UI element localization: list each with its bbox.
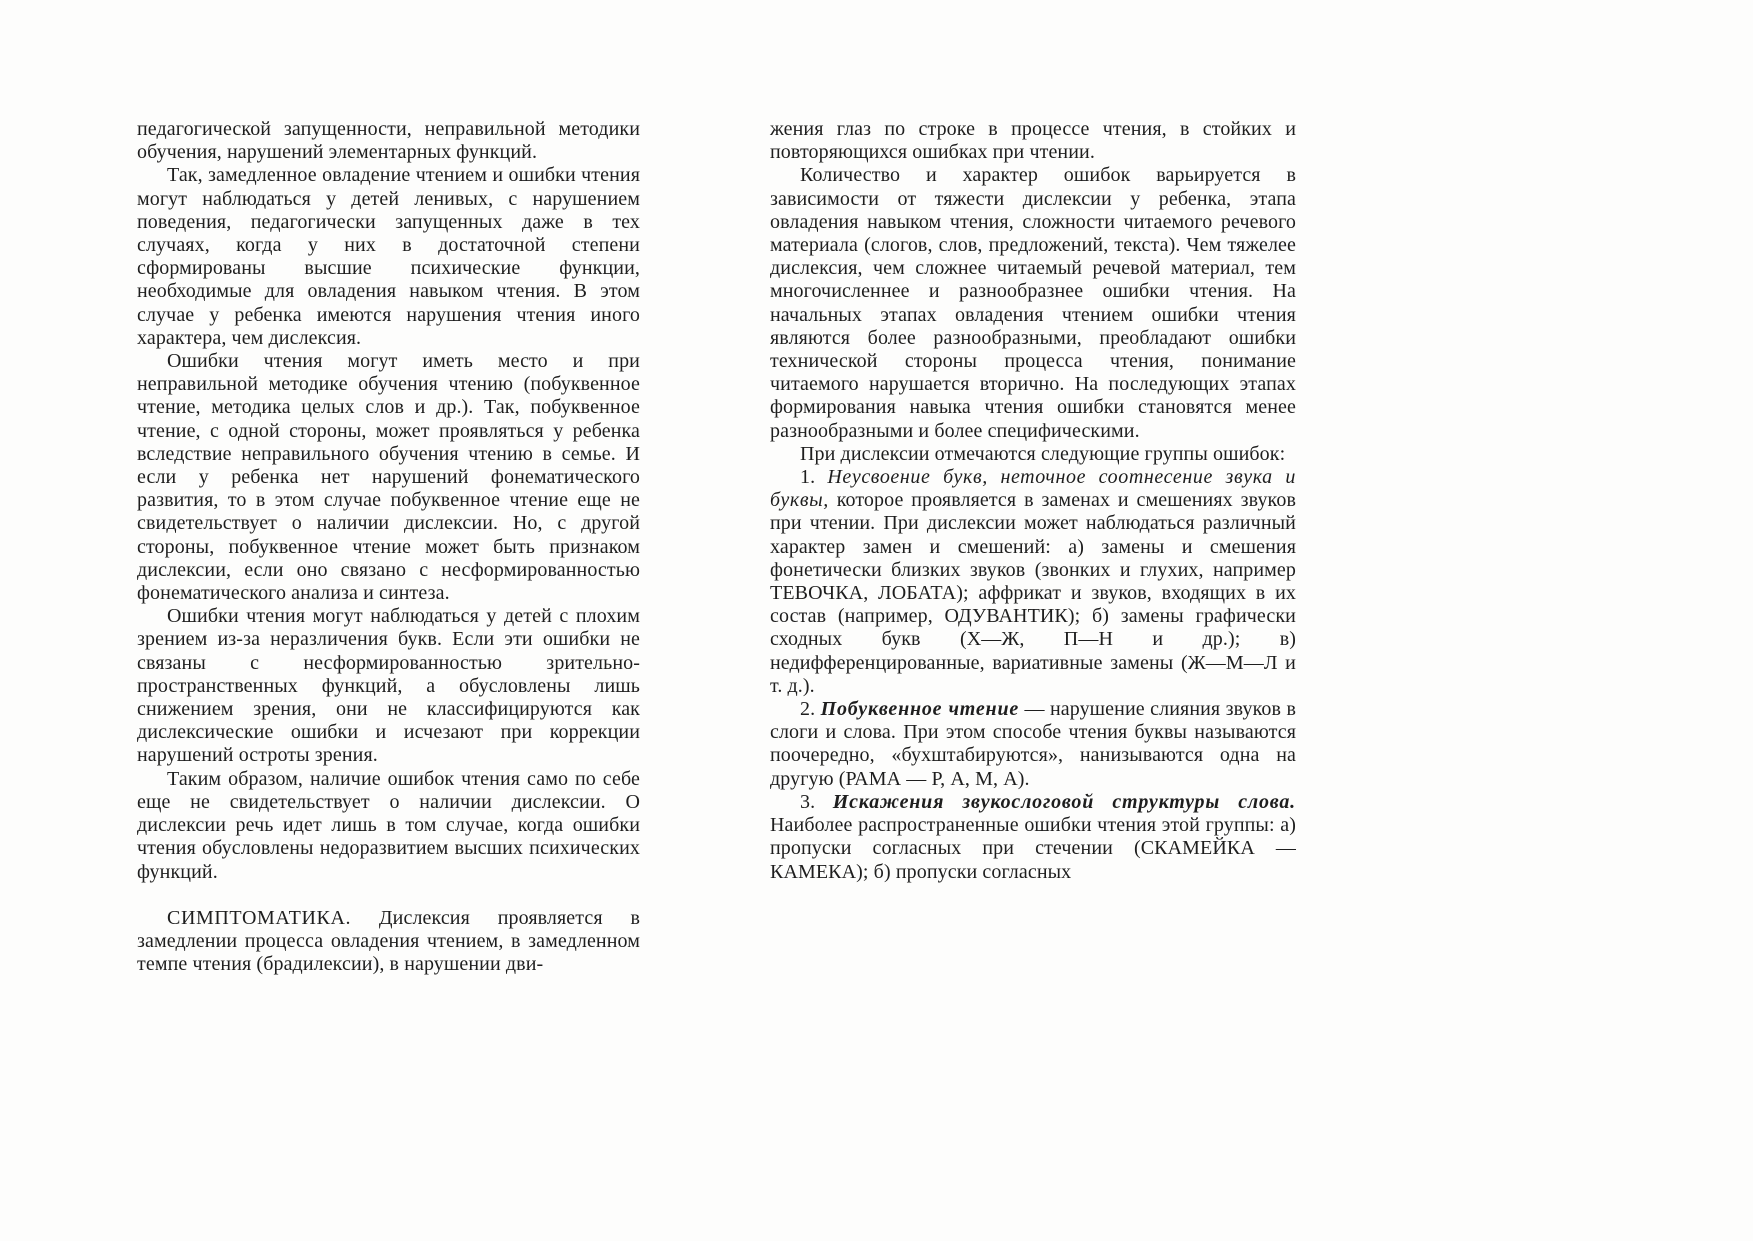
text-run: Ошибки чтения могут наблюдаться у детей с плохим зрением из-за неразличения букв. Если эти ошибки не связаны с несформированностью зрительно-пространственных функций, а обусловлены лишь снижением зрения, они не классифицируются как дислексические ошибки и исчезают при коррекции нарушений остроты зрения.	[137, 605, 640, 767]
text-run: педагогической запущенности, неправильной методики обучения, нарушений элементарных функций.	[137, 118, 640, 164]
paragraph	[770, 698, 1296, 791]
paragraph	[770, 466, 1296, 698]
text-run: 3.	[800, 790, 833, 813]
paragraph	[137, 350, 640, 605]
text-run: 2.	[800, 698, 821, 721]
text-run: 1.	[800, 466, 828, 489]
paragraph	[137, 605, 640, 767]
text-run: жения глаз по строке в процессе чтения, в стойких и повторяющихся ошибках при чтении.	[770, 118, 1296, 164]
paragraph	[770, 118, 1296, 164]
paragraph	[770, 791, 1296, 884]
text-run: которое проявляется в заменах и смешениях звуков при чтении. При дислексии может наблюдаться различный характер замен и смешений: а) замены и смешения фонетически близких звуков (звонких и глухих, например ТЕВОЧКА, ЛОБАТА); аффрикат и звуков, входящих в их состав (например, ОДУВАНТИК); б) замены графически сходных букв (Х—Ж, П—Н и др.); в) недифференцированные, вариативные замены (Ж—М—Л и т. д.).	[770, 489, 1296, 697]
text-run: Искажения звукослоговой структуры слова.	[832, 790, 1296, 813]
text-run: При дислексии отмечаются следующие группы ошибок:	[800, 442, 1286, 465]
paragraph	[137, 164, 640, 350]
paragraph	[137, 768, 640, 884]
text-run: Побуквенное чтение	[820, 698, 1020, 721]
text-run: Так, замедленное овладение чтением и ошибки чтения могут наблюдаться у детей ленивых, с нарушением поведения, педагогически запущенных даже в тех случаях, когда у них в достаточной степени сформированы высшие психические функции, необходимые для овладения навыком чтения. В этом случае у ребенка имеются нарушения чтения иного характера, чем дислексия.	[137, 164, 640, 349]
right-column	[770, 118, 1296, 884]
text-run: Дислексия проявляется в замедлении процесса овладения чтением, в замедленном темпе чтения (брадилексии), в нарушении дви-	[137, 906, 640, 976]
paragraph	[770, 443, 1296, 466]
paragraph	[770, 164, 1296, 442]
text-run: Количество и характер ошибок варьируется в зависимости от тяжести дислексии у ребенка, этапа овладения навыком чтения, сложности читаемого речевого материала (слогов, слов, предложений, текста). Чем тяжелее дислексия, чем сложнее читаемый речевой материал, тем многочисленнее и разнообразнее ошибки чтения. На начальных этапах овладения чтением ошибки чтения являются более разнообразными, преобладают ошибки технической стороны процесса чтения, понимание читаемого нарушается вторично. На последующих этапах формирования навыка чтения ошибки становятся менее разнообразными и более специфическими.	[770, 164, 1296, 442]
text-run: Таким образом, наличие ошибок чтения само по себе еще не свидетельствует о наличии дислексии. О дислексии речь идет лишь в том случае, когда ошибки чтения обусловлены недоразвитием высших психических функций.	[137, 767, 640, 883]
text-run: — нарушение слияния звуков в слоги и слова. При этом способе чтения буквы называются поочередно, «бухштабируются», нанизываются одна на другую (РАМА — Р, А, М, А).	[770, 698, 1296, 790]
text-run: Неусвоение букв, неточное соотнесение звука и буквы,	[770, 466, 1296, 512]
paragraph	[137, 907, 640, 977]
text-run: Ошибки чтения могут иметь место и при неправильной методике обучения чтению (побуквенное чтение, методика целых слов и др.). Так, побуквенное чтение, с одной стороны, может проявляться у ребенка вследствие неправильного обучения чтению в семье. И если у ребенка нет нарушений фонематического развития, то в этом случае побуквенное чтение еще не свидетельствует о наличии дислексии. Но, с другой стороны, побуквенное чтение может быть признаком дислексии, если оно связано с несформированностью фонематического анализа и синтеза.	[137, 350, 640, 605]
left-column	[137, 118, 640, 976]
text-run: СИМПТОМАТИКА.	[167, 906, 352, 929]
text-run: Наиболее распространенные ошибки чтения этой группы: а) пропуски согласных при стечении (СКАМЕЙКА — КАМЕКА); б) пропуски согласных	[770, 814, 1296, 883]
paragraph	[137, 118, 640, 164]
